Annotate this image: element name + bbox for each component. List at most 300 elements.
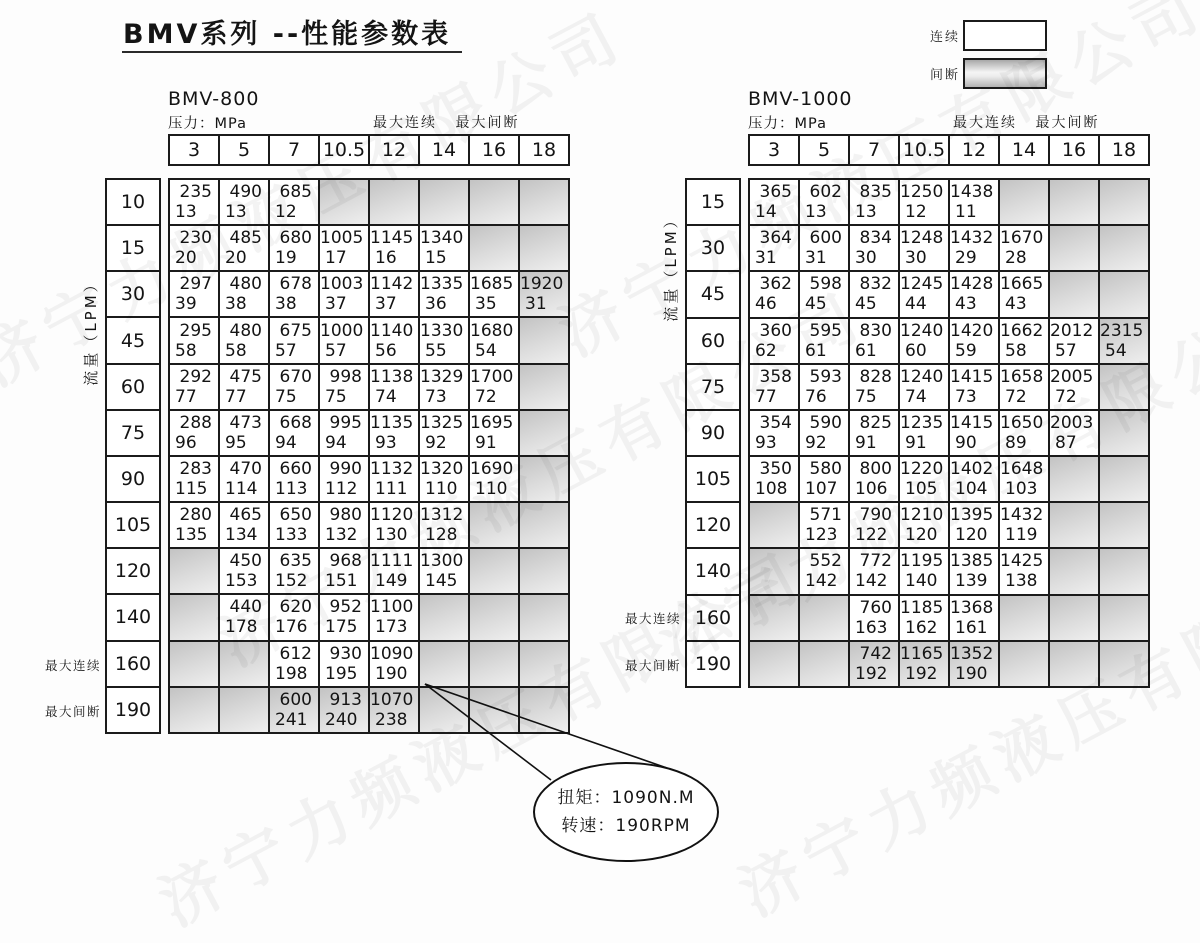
pressure-header-cell: 7 xyxy=(849,135,899,165)
value-row xyxy=(749,179,1149,225)
pressure-header-cell: 14 xyxy=(999,135,1049,165)
speed-value: 37 xyxy=(325,294,347,315)
value-cell xyxy=(849,641,899,687)
flow-label-cell: 45 xyxy=(686,271,740,317)
speed-value: 61 xyxy=(805,340,827,361)
torque-value: 1240 xyxy=(900,366,944,387)
speed-value: 60 xyxy=(905,340,927,361)
speed-value: 16 xyxy=(375,248,397,269)
flow-label-row xyxy=(106,456,160,502)
value-cell xyxy=(1099,502,1149,548)
value-cell xyxy=(899,271,949,317)
flow-label-row xyxy=(106,271,160,317)
speed-value: 153 xyxy=(225,571,258,592)
flow-axis-label: 流量（LPM） xyxy=(662,210,680,322)
speed-value: 56 xyxy=(375,340,397,361)
speed-value: 89 xyxy=(1005,432,1027,453)
flow-label-cell: 160 xyxy=(106,641,160,687)
flow-label-cell: 120 xyxy=(106,548,160,594)
torque-value: 760 xyxy=(859,597,892,618)
torque-value: 1395 xyxy=(950,505,994,526)
value-cell xyxy=(999,318,1049,364)
max-intermittent-row-label: 最大间断 xyxy=(625,657,682,673)
pressure-header-cell: 3 xyxy=(749,135,799,165)
torque-value: 473 xyxy=(229,412,262,433)
value-cell xyxy=(849,179,899,225)
speed-value: 55 xyxy=(425,340,447,361)
value-cell xyxy=(419,687,469,733)
value-cell xyxy=(799,641,849,687)
value-cell xyxy=(999,410,1049,456)
max-continuous-intermittent-header: 最大连续 最大间断 xyxy=(373,115,520,131)
value-cell xyxy=(1099,179,1149,225)
value-row xyxy=(749,410,1149,456)
value-row xyxy=(749,225,1149,271)
value-cell xyxy=(799,179,849,225)
speed-value: 92 xyxy=(805,432,827,453)
value-cell xyxy=(749,548,799,594)
torque-value: 362 xyxy=(759,274,792,295)
torque-value: 1670 xyxy=(1000,228,1044,249)
value-cell xyxy=(949,641,999,687)
torque-value: 1415 xyxy=(950,412,994,433)
pressure-header-cell: 18 xyxy=(519,135,569,165)
value-cell xyxy=(319,225,369,271)
value-cell xyxy=(749,456,799,502)
flow-label-column xyxy=(105,178,161,734)
callout-torque: 扭矩：1090N.M xyxy=(557,787,695,808)
value-cell xyxy=(269,548,319,594)
torque-value: 1005 xyxy=(320,228,364,249)
pressure-header-row xyxy=(168,134,570,166)
flow-label-cell: 60 xyxy=(106,364,160,410)
value-cell xyxy=(749,410,799,456)
value-cell xyxy=(169,179,219,225)
speed-value: 12 xyxy=(905,202,927,223)
value-cell xyxy=(899,225,949,271)
value-cell xyxy=(319,271,369,317)
torque-value: 1138 xyxy=(370,366,414,387)
torque-value: 1250 xyxy=(900,182,944,203)
flow-label-row xyxy=(106,548,160,594)
speed-value: 161 xyxy=(955,617,988,638)
speed-value: 31 xyxy=(525,294,547,315)
torque-value: 790 xyxy=(859,505,892,526)
value-cell xyxy=(169,456,219,502)
speed-value: 17 xyxy=(325,248,347,269)
speed-value: 77 xyxy=(225,386,247,407)
value-cell xyxy=(469,317,519,363)
torque-value: 1650 xyxy=(1000,412,1044,433)
value-cell xyxy=(749,225,799,271)
flow-label-row xyxy=(106,502,160,548)
torque-value: 288 xyxy=(179,412,212,433)
value-cell xyxy=(949,271,999,317)
value-cell xyxy=(369,456,419,502)
flow-label-cell: 120 xyxy=(686,502,740,548)
value-row xyxy=(749,271,1149,317)
torque-value: 1665 xyxy=(1000,274,1044,295)
flow-label-column xyxy=(685,178,741,688)
torque-value: 968 xyxy=(329,551,362,572)
torque-value: 990 xyxy=(329,458,362,479)
model-title: BMV-800 xyxy=(168,88,260,110)
value-cell xyxy=(999,548,1049,594)
torque-value: 1920 xyxy=(520,274,564,295)
value-cell xyxy=(219,271,269,317)
value-cell xyxy=(219,456,269,502)
pressure-header-cell: 5 xyxy=(799,135,849,165)
speed-value: 192 xyxy=(905,663,938,684)
flow-label-cell: 10 xyxy=(106,179,160,225)
flow-label-cell: 190 xyxy=(106,687,160,733)
speed-value: 238 xyxy=(375,709,408,730)
value-cell xyxy=(799,548,849,594)
flow-label-row xyxy=(686,502,740,548)
value-cell xyxy=(269,271,319,317)
speed-value: 39 xyxy=(175,294,197,315)
torque-value: 913 xyxy=(329,689,362,710)
torque-value: 1210 xyxy=(900,505,944,526)
speed-value: 14 xyxy=(755,202,777,223)
torque-value: 620 xyxy=(279,597,312,618)
torque-value: 1335 xyxy=(420,274,464,295)
value-cell xyxy=(849,271,899,317)
pressure-header-cell: 5 xyxy=(219,135,269,165)
speed-value: 91 xyxy=(475,432,497,453)
value-cell xyxy=(999,225,1049,271)
torque-value: 1330 xyxy=(420,320,464,341)
speed-value: 119 xyxy=(1005,525,1038,546)
value-cell xyxy=(949,364,999,410)
torque-value: 350 xyxy=(759,459,792,480)
flow-label-cell: 140 xyxy=(106,594,160,640)
value-cell xyxy=(999,179,1049,225)
value-cell xyxy=(799,225,849,271)
value-cell xyxy=(269,410,319,456)
torque-value: 552 xyxy=(809,551,842,572)
torque-value: 485 xyxy=(229,228,262,249)
value-row xyxy=(169,594,569,640)
speed-value: 103 xyxy=(1005,479,1038,500)
pressure-header-cell: 12 xyxy=(369,135,419,165)
flow-label-cell: 105 xyxy=(106,502,160,548)
speed-value: 92 xyxy=(425,432,447,453)
value-cell xyxy=(219,179,269,225)
value-cell xyxy=(1049,595,1099,641)
value-cell xyxy=(169,364,219,410)
torque-value: 1312 xyxy=(420,505,464,526)
torque-value: 1662 xyxy=(1000,320,1044,341)
value-cell xyxy=(219,594,269,640)
value-cell xyxy=(169,548,219,594)
value-cell xyxy=(849,410,899,456)
torque-value: 595 xyxy=(809,320,842,341)
value-row xyxy=(749,456,1149,502)
value-cell xyxy=(269,641,319,687)
speed-value: 176 xyxy=(275,617,308,638)
torque-value: 1100 xyxy=(370,597,414,618)
speed-value: 123 xyxy=(805,525,838,546)
value-cell xyxy=(999,456,1049,502)
value-cell xyxy=(219,548,269,594)
torque-value: 490 xyxy=(229,182,262,203)
value-cell xyxy=(169,502,219,548)
torque-value: 800 xyxy=(859,459,892,480)
speed-value: 31 xyxy=(755,248,777,269)
torque-value: 593 xyxy=(809,366,842,387)
value-cell xyxy=(269,502,319,548)
torque-value: 1690 xyxy=(470,458,514,479)
speed-value: 20 xyxy=(225,248,247,269)
value-cell xyxy=(369,594,419,640)
torque-value: 1145 xyxy=(370,228,414,249)
value-cell xyxy=(999,595,1049,641)
speed-value: 45 xyxy=(855,294,877,315)
value-cell xyxy=(899,548,949,594)
value-cell xyxy=(169,641,219,687)
speed-value: 75 xyxy=(325,386,347,407)
value-row xyxy=(749,548,1149,594)
value-row xyxy=(169,225,569,271)
flow-label-row xyxy=(686,271,740,317)
torque-value: 360 xyxy=(759,320,792,341)
speed-value: 114 xyxy=(225,479,258,500)
value-cell xyxy=(949,548,999,594)
speed-value: 113 xyxy=(275,479,308,500)
value-cell xyxy=(369,271,419,317)
torque-value: 590 xyxy=(809,412,842,433)
torque-value: 1195 xyxy=(900,551,944,572)
speed-value: 151 xyxy=(325,571,358,592)
torque-value: 680 xyxy=(279,228,312,249)
flow-label-cell: 45 xyxy=(106,317,160,363)
value-cell xyxy=(749,641,799,687)
value-cell xyxy=(369,179,419,225)
torque-value: 952 xyxy=(329,597,362,618)
pressure-header-row xyxy=(748,134,1150,166)
pressure-header-cell: 12 xyxy=(949,135,999,165)
torque-value: 828 xyxy=(859,366,892,387)
torque-value: 1248 xyxy=(900,228,944,249)
value-cell xyxy=(219,687,269,733)
flow-label-row xyxy=(106,317,160,363)
value-cell xyxy=(1049,410,1099,456)
value-cell xyxy=(849,225,899,271)
flow-label-cell: 15 xyxy=(686,179,740,225)
speed-value: 138 xyxy=(1005,571,1038,592)
torque-value: 1300 xyxy=(420,551,464,572)
torque-value: 668 xyxy=(279,412,312,433)
value-cell xyxy=(1049,225,1099,271)
speed-value: 58 xyxy=(1005,340,1027,361)
value-cell xyxy=(999,364,1049,410)
value-cell xyxy=(369,410,419,456)
speed-value: 140 xyxy=(905,571,938,592)
speed-value: 110 xyxy=(425,479,458,500)
speed-value: 44 xyxy=(905,294,927,315)
torque-value: 825 xyxy=(859,412,892,433)
torque-value: 598 xyxy=(809,274,842,295)
value-cell xyxy=(269,317,319,363)
value-cell xyxy=(1049,271,1099,317)
speed-value: 13 xyxy=(225,202,247,223)
value-cell xyxy=(519,687,569,733)
value-cell xyxy=(469,364,519,410)
speed-value: 46 xyxy=(755,294,777,315)
torque-value: 440 xyxy=(229,597,262,618)
value-cell xyxy=(749,595,799,641)
speed-value: 120 xyxy=(905,525,938,546)
speed-value: 133 xyxy=(275,525,308,546)
torque-value: 365 xyxy=(759,182,792,203)
speed-value: 132 xyxy=(325,525,358,546)
torque-value: 295 xyxy=(179,320,212,341)
flow-label-cell: 75 xyxy=(106,410,160,456)
value-cell xyxy=(899,456,949,502)
speed-value: 162 xyxy=(905,617,938,638)
value-cell xyxy=(419,179,469,225)
value-cell xyxy=(1099,456,1149,502)
torque-value: 1695 xyxy=(470,412,514,433)
speed-value: 142 xyxy=(855,571,888,592)
torque-value: 835 xyxy=(859,182,892,203)
torque-value: 1003 xyxy=(320,274,364,295)
torque-value: 450 xyxy=(229,551,262,572)
torque-value: 1070 xyxy=(370,689,414,710)
value-cell xyxy=(849,502,899,548)
flow-label-cell: 30 xyxy=(686,225,740,271)
value-cell xyxy=(1049,548,1099,594)
value-cell xyxy=(469,410,519,456)
torque-value: 283 xyxy=(179,458,212,479)
value-cell xyxy=(369,317,419,363)
torque-value: 1135 xyxy=(370,412,414,433)
torque-value: 1680 xyxy=(470,320,514,341)
speed-value: 36 xyxy=(425,294,447,315)
flow-label-row xyxy=(686,456,740,502)
value-cell xyxy=(849,456,899,502)
torque-value: 1165 xyxy=(900,643,944,664)
torque-value: 980 xyxy=(329,505,362,526)
value-cell xyxy=(169,225,219,271)
flow-label-cell: 90 xyxy=(686,410,740,456)
flow-label-cell: 105 xyxy=(686,456,740,502)
value-cell xyxy=(1049,318,1099,364)
torque-value: 1420 xyxy=(950,320,994,341)
value-cell xyxy=(219,225,269,271)
flow-label-row xyxy=(106,179,160,225)
torque-value: 2005 xyxy=(1050,366,1094,387)
value-cell xyxy=(419,317,469,363)
value-cell xyxy=(749,364,799,410)
torque-value: 1320 xyxy=(420,458,464,479)
value-cell xyxy=(219,317,269,363)
speed-value: 19 xyxy=(275,248,297,269)
torque-value: 1402 xyxy=(950,459,994,480)
torque-value: 1111 xyxy=(370,551,414,572)
value-row xyxy=(169,317,569,363)
flow-label-cell: 75 xyxy=(686,364,740,410)
pressure-header-cell: 14 xyxy=(419,135,469,165)
value-cell xyxy=(1049,364,1099,410)
value-cell xyxy=(319,641,369,687)
speed-value: 134 xyxy=(225,525,258,546)
value-cell xyxy=(469,179,519,225)
value-cell xyxy=(419,548,469,594)
value-cell xyxy=(369,548,419,594)
speed-value: 13 xyxy=(805,202,827,223)
value-cell xyxy=(269,456,319,502)
pressure-header-cell: 7 xyxy=(269,135,319,165)
value-cell xyxy=(319,410,369,456)
flow-label-row xyxy=(686,179,740,225)
torque-value: 1132 xyxy=(370,458,414,479)
torque-value: 1700 xyxy=(470,366,514,387)
speed-value: 74 xyxy=(375,386,397,407)
torque-value: 1142 xyxy=(370,274,414,295)
speed-value: 72 xyxy=(475,386,497,407)
pressure-unit-label: 压力：MPa xyxy=(168,116,247,132)
torque-value: 772 xyxy=(859,551,892,572)
max-continuous-row-label: 最大连续 xyxy=(45,657,102,673)
torque-value: 280 xyxy=(179,505,212,526)
speed-value: 12 xyxy=(275,202,297,223)
flow-label-row xyxy=(686,364,740,410)
value-cell xyxy=(169,594,219,640)
value-cell xyxy=(1099,225,1149,271)
value-cell xyxy=(999,641,1049,687)
speed-value: 76 xyxy=(805,386,827,407)
speed-value: 13 xyxy=(175,202,197,223)
value-cell xyxy=(1049,456,1099,502)
value-row xyxy=(169,641,569,687)
value-cell xyxy=(799,502,849,548)
value-cell xyxy=(519,179,569,225)
value-cell xyxy=(369,687,419,733)
speed-value: 91 xyxy=(905,432,927,453)
speed-value: 241 xyxy=(275,709,308,730)
value-cell xyxy=(799,318,849,364)
value-cell xyxy=(799,271,849,317)
value-cell xyxy=(369,225,419,271)
value-row xyxy=(749,318,1149,364)
speed-value: 77 xyxy=(175,386,197,407)
legend-intermittent-swatch xyxy=(963,58,1047,89)
value-cell xyxy=(799,364,849,410)
value-row xyxy=(169,687,569,733)
torque-value: 830 xyxy=(859,320,892,341)
flow-label-cell: 90 xyxy=(106,456,160,502)
value-cell xyxy=(269,225,319,271)
value-cell xyxy=(749,318,799,364)
speed-value: 54 xyxy=(1105,340,1127,361)
speed-value: 93 xyxy=(375,432,397,453)
speed-value: 30 xyxy=(855,248,877,269)
speed-value: 43 xyxy=(1005,294,1027,315)
value-cell xyxy=(469,502,519,548)
speed-value: 38 xyxy=(275,294,297,315)
torque-value: 1648 xyxy=(1000,459,1044,480)
value-cell xyxy=(519,364,569,410)
flow-label-row xyxy=(106,594,160,640)
torque-value: 612 xyxy=(279,643,312,664)
callout-speed: 转速：190RPM xyxy=(561,816,691,836)
value-cell xyxy=(799,595,849,641)
flow-label-cell: 30 xyxy=(106,271,160,317)
value-cell xyxy=(319,317,369,363)
torque-value: 1432 xyxy=(950,228,994,249)
